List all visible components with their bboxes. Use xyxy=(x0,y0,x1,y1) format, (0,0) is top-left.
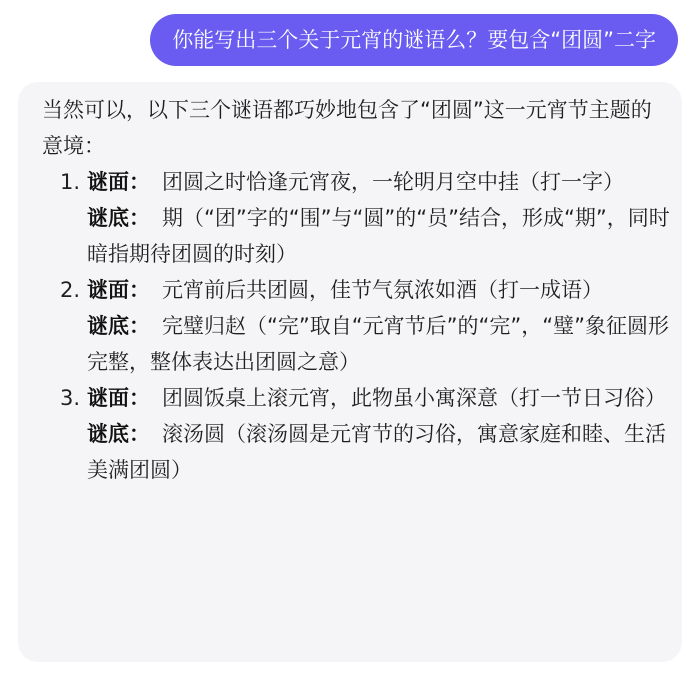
riddle-label: 谜面： xyxy=(87,386,150,410)
riddle-text: 团圆饭桌上滚元宵，此物虽小寓深意（打一节日习俗） xyxy=(162,386,666,410)
answer-text: 滚汤圆（滚汤圆是元宵节的习俗，寓意家庭和睦、生活美满团圆） xyxy=(87,422,666,482)
answer-text: 期（“团”字的“围”与“圆”的“员”结合，形成“期”，同时暗指期待团圆的时刻） xyxy=(87,206,670,266)
riddle-question xyxy=(87,272,670,308)
user-message-text: 你能写出三个关于元宵的谜语么？要包含“团圆”二字 xyxy=(172,28,656,52)
riddle-label: 谜面： xyxy=(87,170,150,194)
assistant-message-bubble xyxy=(18,82,682,662)
assistant-intro: 当然可以，以下三个谜语都巧妙地包含了“团圆”这一元宵节主题的意境： xyxy=(42,98,652,158)
answer-label: 谜底： xyxy=(87,206,150,230)
riddle-answer xyxy=(87,308,670,380)
answer-label: 谜底： xyxy=(87,422,150,446)
riddle-item-1 xyxy=(42,164,670,272)
riddle-answer xyxy=(87,200,670,272)
riddle-text: 团圆之时恰逢元宵夜，一轮明月空中挂（打一字） xyxy=(162,170,624,194)
riddle-text: 元宵前后共团圆，佳节气氛浓如酒（打一成语） xyxy=(162,278,603,302)
riddle-answer xyxy=(87,416,670,488)
riddle-question xyxy=(87,380,670,416)
assistant-message-content xyxy=(18,82,682,488)
riddle-item-2 xyxy=(42,272,670,380)
riddle-number: 1. xyxy=(60,170,81,194)
riddle-question xyxy=(87,164,670,200)
user-message-bubble xyxy=(150,14,678,66)
answer-text: 完璧归赵（“完”取自“元宵节后”的“完”，“璧”象征圆形完整，整体表达出团圆之意） xyxy=(87,314,670,374)
user-message-row xyxy=(92,14,678,66)
answer-label: 谜底： xyxy=(87,314,150,338)
riddle-number: 3. xyxy=(60,386,81,410)
riddle-number: 2. xyxy=(60,278,81,302)
riddle-item-3 xyxy=(42,380,670,488)
riddle-label: 谜面： xyxy=(87,278,150,302)
